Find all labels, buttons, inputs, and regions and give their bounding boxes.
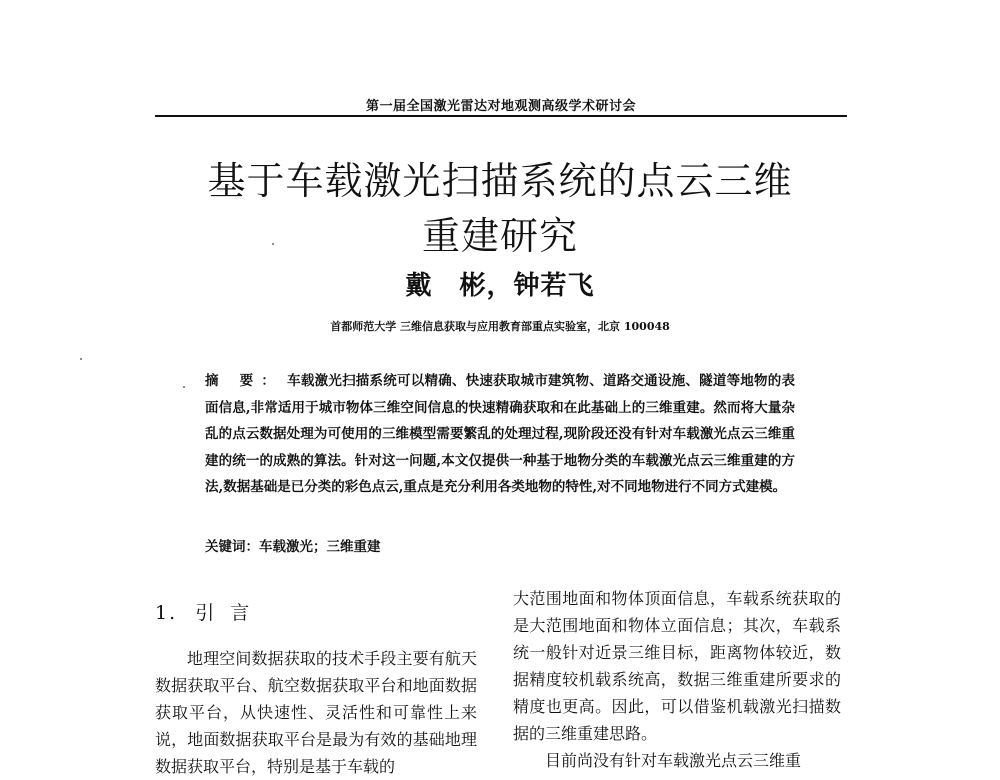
scan-speck xyxy=(272,243,274,245)
paper-title-line1: 基于车载激光扫描系统的点云三维 xyxy=(207,159,793,203)
section-heading xyxy=(155,598,265,625)
keywords-text: 车载激光；三维重建 xyxy=(259,539,381,555)
abstract-label: 摘 要： xyxy=(205,373,284,389)
section-title-a: 引 xyxy=(195,602,217,624)
scan-speck xyxy=(183,386,185,388)
keywords xyxy=(205,535,795,555)
conference-header: 第一届全国激光雷达对地观测高级学术研讨会 xyxy=(365,99,636,114)
scan-speck xyxy=(80,358,82,360)
section-title-b: 言 xyxy=(230,602,252,624)
header-rule xyxy=(155,115,847,117)
authors: 戴 彬，钟若飞 xyxy=(405,271,595,301)
section-number: 1. xyxy=(155,602,178,624)
left-paragraph: 地理空间数据获取的技术手段主要有航天数据获取平台、航空数据获取平台和地面数据获取平台，从快速性、灵活性和可靠性上来说，地面数据获取平台是最为有效的基础地理数据获取平台，特别是基于车载的 xyxy=(155,649,477,776)
abstract-text: 车载激光扫描系统可以精确、快速获取城市建筑物、道路交通设施、隧道等地物的表面信息,非常适用于城市物体三维空间信息的快速精确获取和在此基础上的三维重建。然而将大量杂乱的点云数据处理为可使用的三维模型需要繁乱的处理过程,现阶段还没有针对车载激光点云三维重建的统一的成熟的算法。针对这一问题,本文仅提供一种基于地物分类的车载激光点云三维重建的方法,数据基础是已分类的彩色点云,重点是充分利用各类地物的特性,对不同地物进行不同方式建模。 xyxy=(205,373,796,495)
right-column xyxy=(513,585,841,774)
right-paragraph-1: 大范围地面和物体顶面信息，车载系统获取的是大范围地面和物体立面信息；其次，车载系统一般针对近景三维目标，距离物体较近，数据精度较机载系统高，数据三维重建所要求的精度也更高。因此，可以借鉴机载激光扫描数据的三维重建思路。 xyxy=(513,589,841,743)
abstract xyxy=(205,368,795,501)
paper-title-line2: 重建研究 xyxy=(421,214,578,258)
affiliation: 首都师范大学 三维信息获取与应用教育部重点实验室，北京 100048 xyxy=(330,320,670,333)
keywords-label: 关键词： xyxy=(205,539,259,555)
right-paragraph-2: 目前尚没有针对车载激光点云三维重 xyxy=(545,751,802,770)
